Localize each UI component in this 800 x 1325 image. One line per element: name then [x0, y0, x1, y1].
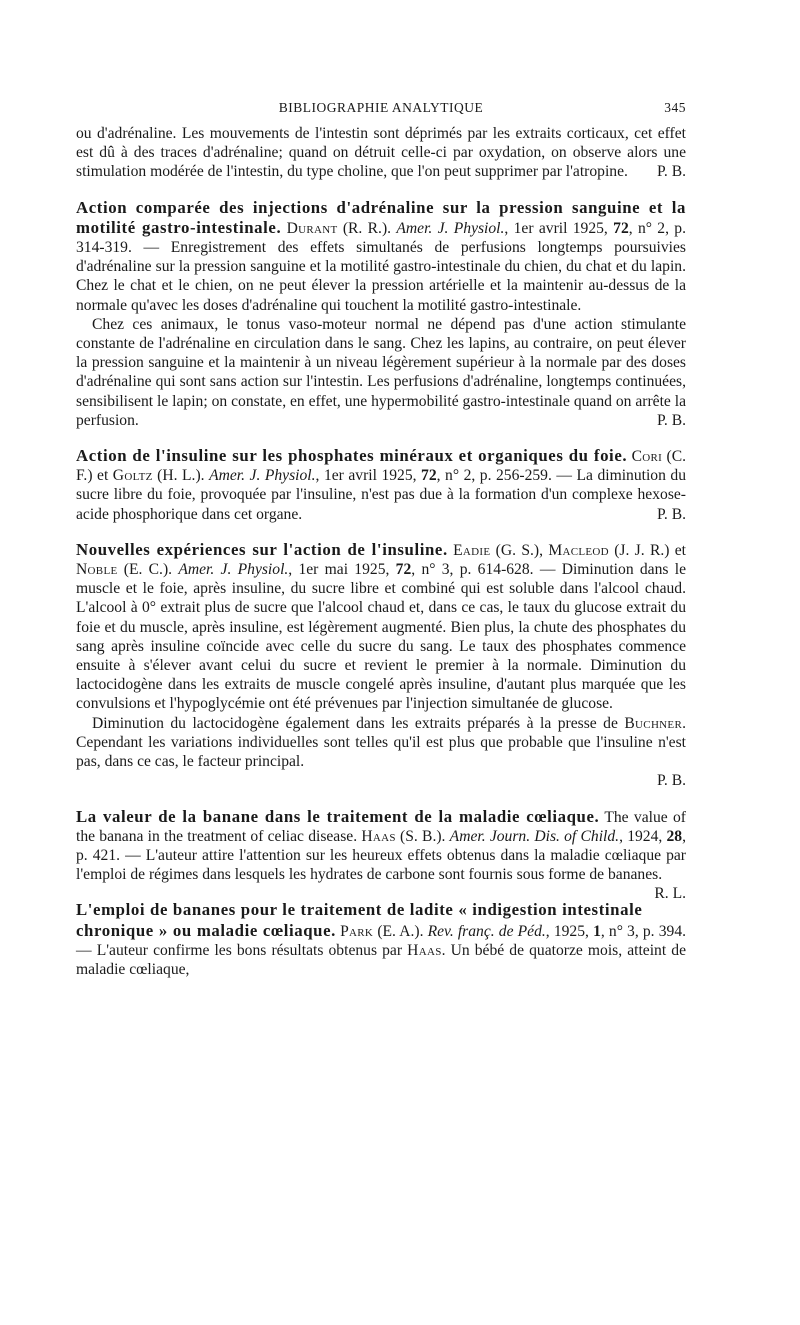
- entry-author: Cori: [631, 448, 663, 466]
- entry-volume: 72: [421, 467, 437, 485]
- entry-volume: 1: [593, 922, 601, 940]
- entry-paragraph-2: [76, 714, 686, 772]
- entry-volume: 72: [613, 219, 629, 237]
- entry-author: Durant: [286, 219, 338, 237]
- entry-citation-rest: , n° 3, p. 614-628.: [411, 561, 534, 579]
- entry-author-initials: (E. A.).: [373, 922, 428, 940]
- entry-citation-rest: , n° 2, p. 314-319.: [76, 219, 686, 257]
- entry-citation-rest: , p. 421.: [76, 827, 686, 864]
- entry-paragraph: [76, 198, 686, 315]
- entry-citation-date: , 1er mai 1925,: [288, 561, 396, 579]
- entry-title: Nouvelles expériences sur l'action de l'insuline.: [76, 539, 448, 559]
- entry-paragraph-2: [76, 315, 686, 430]
- page-header: [76, 96, 686, 118]
- entry-citation-date: , 1er avril 1925,: [315, 467, 422, 485]
- page-number: 345: [664, 100, 686, 115]
- entry-citation-date: , 1924,: [619, 827, 667, 845]
- bibliography-entry: [76, 806, 686, 903]
- entry-abstract: — Diminution dans le muscle et le foie, après insuline, du sucre libre et combiné qui est soluble dans l'alcool chaud. L'alcool à 0° extrait plus de sucre que l'alcool chaud et, dans ce cas, le taux du glucose extrait du foie et du muscle, après insuline, est légèrement augmenté. Bien plus, la chute des phosphates du sang après insuline coïncide avec celle du sucre du sang. Le taux des phosphates commence ensuite à s'élever avant celui du sucre et revient le premier à la normale. Diminution du lactocidogène dans les extraits de muscle congelé après insuline, d'autant plus marquée que les convulsions et l'hypoglycémie ont été prévenues par l'injection simultanée de glucose.: [76, 561, 686, 713]
- entry-author-initials: (H. L.).: [152, 467, 210, 485]
- entry-abstract: — Enregistrement des effets simultanés de perfusions longtemps poursuivies d'adrénaline sur la pression sanguine et la motilité gastro-intestinale du chien, du chat et du lapin. Chez le chat et le chien, on ne peut élever la pression artérielle et la maintenir au-dessus de la normale qu'avec les doses d'adrénaline qui touchent la motilité gastro-intestinale.: [76, 239, 686, 314]
- entry-author: Haas: [361, 827, 396, 845]
- entry-paragraph: [76, 446, 686, 524]
- entry-author: Noble: [76, 561, 118, 579]
- entry-journal: Amer. J. Physiol.: [396, 219, 505, 237]
- entry-citation-rest: , n° 2, p. 256-259.: [436, 467, 552, 485]
- entry-author: Macleod: [548, 541, 609, 559]
- entry-signature: P. B.: [656, 772, 686, 790]
- entry-volume: 72: [395, 561, 412, 579]
- bibliography-entry: [76, 540, 686, 791]
- entry-paragraph: [76, 900, 686, 979]
- entry-author-initials: (C. F.) et: [76, 448, 686, 485]
- entry-citation-date: , 1925,: [545, 922, 594, 940]
- entry-journal: Amer. J. Physiol.: [178, 561, 289, 579]
- entry-abstract-continued: . Un bébé de quatorze mois, atteint de maladie cœliaque,: [76, 941, 687, 978]
- entry-author-initials: (S. B.).: [395, 827, 450, 845]
- entry-journal: Rev. franç. de Péd.: [427, 922, 546, 940]
- entry-signature-line: [76, 771, 686, 790]
- entry-abstract-continued: Chez ces animaux, le tonus vaso-moteur normal ne dépend pas d'une action stimulante constante de l'adrénaline en circulation dans le sang. Chez les lapins, au contraire, on peut élever la pression sanguine et la maintenir à un niveau légèrement supérieur à la normale par des doses d'adrénaline qui sont sans action sur l'intestin. Les perfusions d'adrénaline, longtemps continuées, sensibilisent le lapin; on constate, en effet, une hypermobilité gastro-intestinale quand on arrête la perfusion.: [76, 315, 686, 429]
- bibliography-entry: [76, 446, 686, 524]
- entry-citation-rest: , n° 3, p. 394.: [600, 922, 687, 940]
- entry-signature: R. L.: [654, 885, 686, 903]
- entry-volume: 28: [666, 827, 683, 845]
- entry-author-initials: (E. C.).: [117, 561, 179, 579]
- entry-english-title: The value of the banana in the treatment of celiac disease.: [76, 808, 686, 845]
- entry-signature: P. B.: [656, 505, 686, 523]
- entry-journal: Amer. J. Physiol.: [209, 467, 316, 485]
- entry-author: Eadie: [453, 541, 491, 559]
- entry-abstract-continued: . Cependant les variations individuelles sont telles qu'il est plus que probable que l'insuline n'est pas, dans ce cas, le facteur principal.: [76, 714, 686, 771]
- running-head: BIBLIOGRAPHIE ANALYTIQUE: [278, 100, 484, 115]
- entry-signature: P. B.: [656, 163, 686, 181]
- bibliography-entry: [76, 198, 686, 430]
- entry-author-initials: (G. S.),: [490, 541, 549, 559]
- entry-cited-name: Buchner: [624, 714, 683, 732]
- entry-citation-date: , 1er avril 1925,: [504, 219, 614, 237]
- entry-author-initials: (R. R.).: [337, 219, 392, 237]
- entry-paragraph: [76, 540, 686, 714]
- entry-paragraph: [76, 806, 686, 903]
- entry-title: Action comparée des injections d'adrénaline sur la pression sanguine et la motilité gastro-intestinale.: [76, 197, 686, 237]
- entry-cited-name: Haas: [407, 941, 442, 959]
- entry-journal: Amer. Journ. Dis. of Child.: [449, 827, 620, 845]
- entry-paragraph: [76, 124, 686, 182]
- page: [76, 96, 686, 995]
- entry-title: La valeur de la banane dans le traitement de la maladie cœliaque.: [76, 806, 600, 826]
- bibliography-entry: [76, 124, 686, 182]
- bibliography-entry: [76, 900, 686, 979]
- entry-author: Park: [340, 922, 374, 940]
- entry-abstract: — L'auteur confirme les bons résultats obtenus par: [76, 941, 408, 959]
- entry-author: Goltz: [112, 467, 153, 485]
- entry-abstract: — L'auteur attire l'attention sur les heureux effets obtenus dans la maladie cœliaque par l'emploi de régimes dans lesquels les hydrates de carbone sont fournis sous forme de bananes.: [76, 846, 686, 884]
- entry-text: ou d'adrénaline. Les mouvements de l'intestin sont déprimés par les extraits corticaux, cet effet est dû à des traces d'adrénaline; quand on détruit celle-ci par oxydation, on observe alors une stimulation modérée de l'intestin, du type choline, que l'on peut supprimer par l'atropine.: [76, 125, 686, 181]
- entry-signature: P. B.: [656, 411, 686, 429]
- entry-abstract-continued: Diminution du lactocidogène également dans les extraits préparés à la presse de: [92, 714, 625, 732]
- entry-title: L'emploi de bananes pour le traitement de ladite « indigestion intestinale chronique » ou maladie cœliaque.: [76, 900, 643, 940]
- entry-author-initials: (J. J. R.) et: [608, 541, 686, 559]
- entry-abstract: — La diminution du sucre libre du foie, provoquée par l'insuline, n'est pas due à la formation d'un complexe hexose-acide phosphorique dans cet organe.: [76, 467, 686, 523]
- entry-title: Action de l'insuline sur les phosphates minéraux et organiques du foie.: [76, 446, 628, 466]
